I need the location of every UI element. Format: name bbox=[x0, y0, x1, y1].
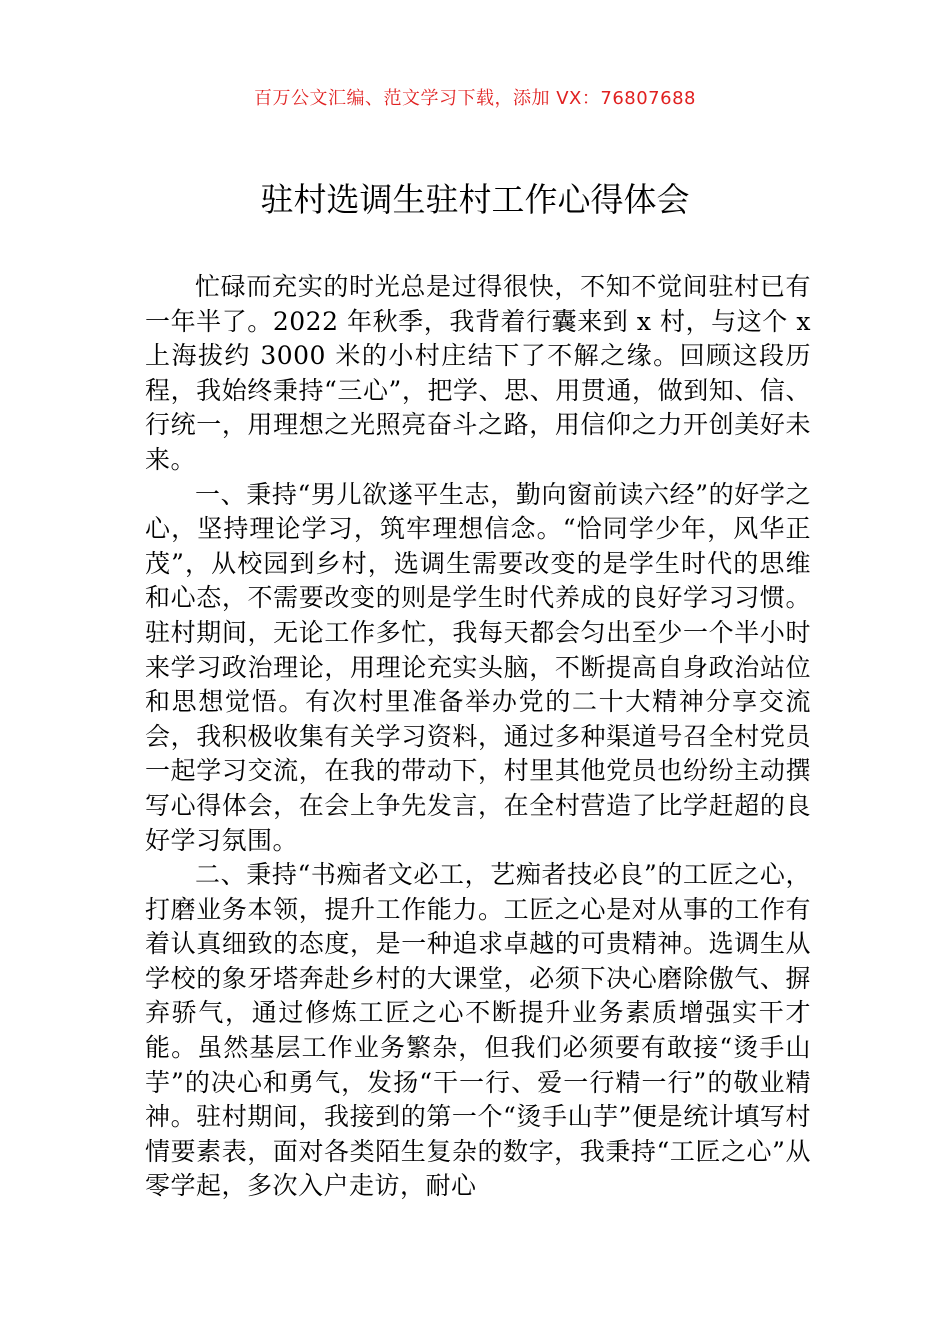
paragraph-section-one: 一、秉持“男儿欲遂平生志，勤向窗前读六经”的好学之心，坚持理论学习，筑牢理想信念。“恰同学少年，风华正茂”，从校园到乡村，选调生需要改变的是学生时代的思维和心态，不需要改变的则是学生时代养成的良好学习习惯。驻村期间，无论工作多忙，我每天都会匀出至少一个半小时来学习政治理论，用理论充实头脑，不断提高自身政治站位和思想觉悟。有次村里准备举办党的二十大精神分享交流会，我积极收集有关学习资料，通过多种渠道号召全村党员一起学习交流，在我的带动下，村里其他党员也纷纷主动撰写心得体会，在会上争先发言，在全村营造了比学赶超的良好学习氛围。 bbox=[145, 479, 811, 855]
document-body bbox=[145, 270, 811, 1204]
page-title: 驻村选调生驻村工作心得体会 bbox=[260, 180, 690, 219]
paragraph-section-two: 二、秉持“书痴者文必工，艺痴者技必良”的工匠之心，打磨业务本领，提升工作能力。工匠之心是对从事的工作有着认真细致的态度，是一种追求卓越的可贵精神。选调生从学校的象牙塔奔赴乡村的大课堂，必须下决心磨除傲气、摒弃骄气，通过修炼工匠之心不断提升业务素质增强实干才能。虽然基层工作业务繁杂，但我们必须要有敢接“烫手山芋”的决心和勇气，发扬“干一行、爱一行精一行”的敬业精神。驻村期间，我接到的第一个“烫手山芋”便是统计填写村情要素表，面对各类陌生复杂的数字，我秉持“工匠之心”从零学起，多次入户走访，耐心 bbox=[145, 860, 811, 1201]
paragraph-intro: 忙碌而充实的时光总是过得很快，不知不觉间驻村已有一年半了。2022 年秋季，我背着行囊来到 x 村，与这个 x 上海拔约 3000 米的小村庄结下了不解之缘。回顾这段历程，我始终秉持“三心”，把学、思、用贯通，做到知、信、行统一，用理想之光照亮奋斗之路，用信仰之力开创美好未来。 bbox=[145, 272, 811, 474]
header-watermark-note: 百万公文汇编、范文学习下载，添加 VX：76807688 bbox=[254, 88, 696, 109]
